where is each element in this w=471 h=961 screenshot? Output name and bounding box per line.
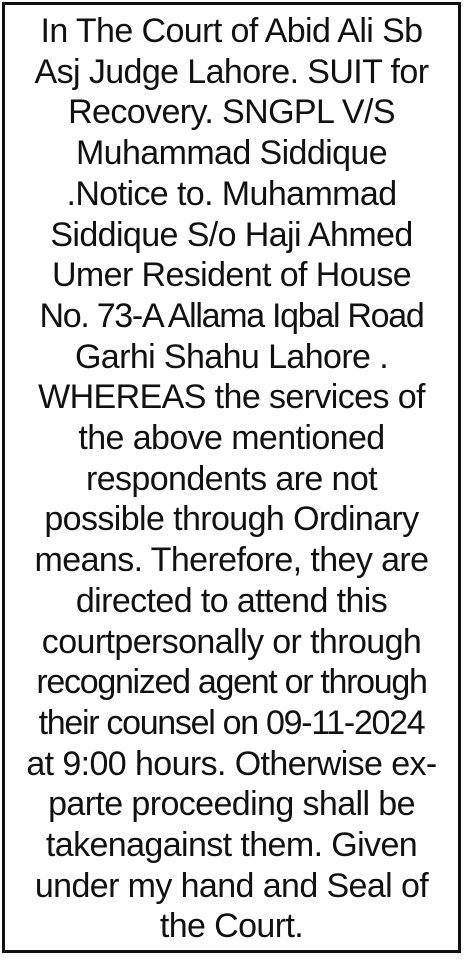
notice-line: No. 73-A Allama Iqbal Road [39, 296, 424, 335]
notice-line: Muhammad Siddique [75, 134, 388, 173]
notice-line: under my hand and Seal of [34, 866, 429, 905]
notice-line: Umer Resident of House [51, 256, 412, 295]
notice-line: Recovery. SNGPL V/S [68, 93, 395, 132]
notice-line: recognized agent or through [36, 663, 427, 702]
notice-line: respondents are not [85, 459, 378, 498]
notice-line: their counsel on 09-11-2024 [38, 703, 425, 742]
notice-line: directed to attend this [75, 581, 388, 620]
notice-line: Siddique S/o Haji Ahmed [50, 215, 413, 254]
notice-line: WHEREAS the services of [38, 378, 425, 417]
notice-line: In The Court of Abid Ali Sb [40, 12, 423, 50]
notice-text [8, 11, 455, 947]
notice-line: the above mentioned [78, 419, 385, 458]
notice-line: at 9:00 hours. Otherwise ex- [26, 744, 437, 783]
notice-line: possible through Ordinary [44, 500, 419, 539]
notice-line: Garhi Shahu Lahore . [74, 337, 389, 376]
notice-line: takenagainst them. Given [45, 826, 418, 865]
notice-line: the Court. [159, 907, 304, 946]
notice-line: Asj Judge Lahore. SUIT for [34, 52, 429, 91]
court-notice [2, 2, 461, 953]
notice-line: .Notice to. Muhammad [66, 174, 397, 213]
notice-line: courtpersonally or through [41, 622, 422, 661]
notice-line: parte proceeding shall be [48, 785, 415, 824]
notice-line: means. Therefore, they are [34, 541, 429, 580]
